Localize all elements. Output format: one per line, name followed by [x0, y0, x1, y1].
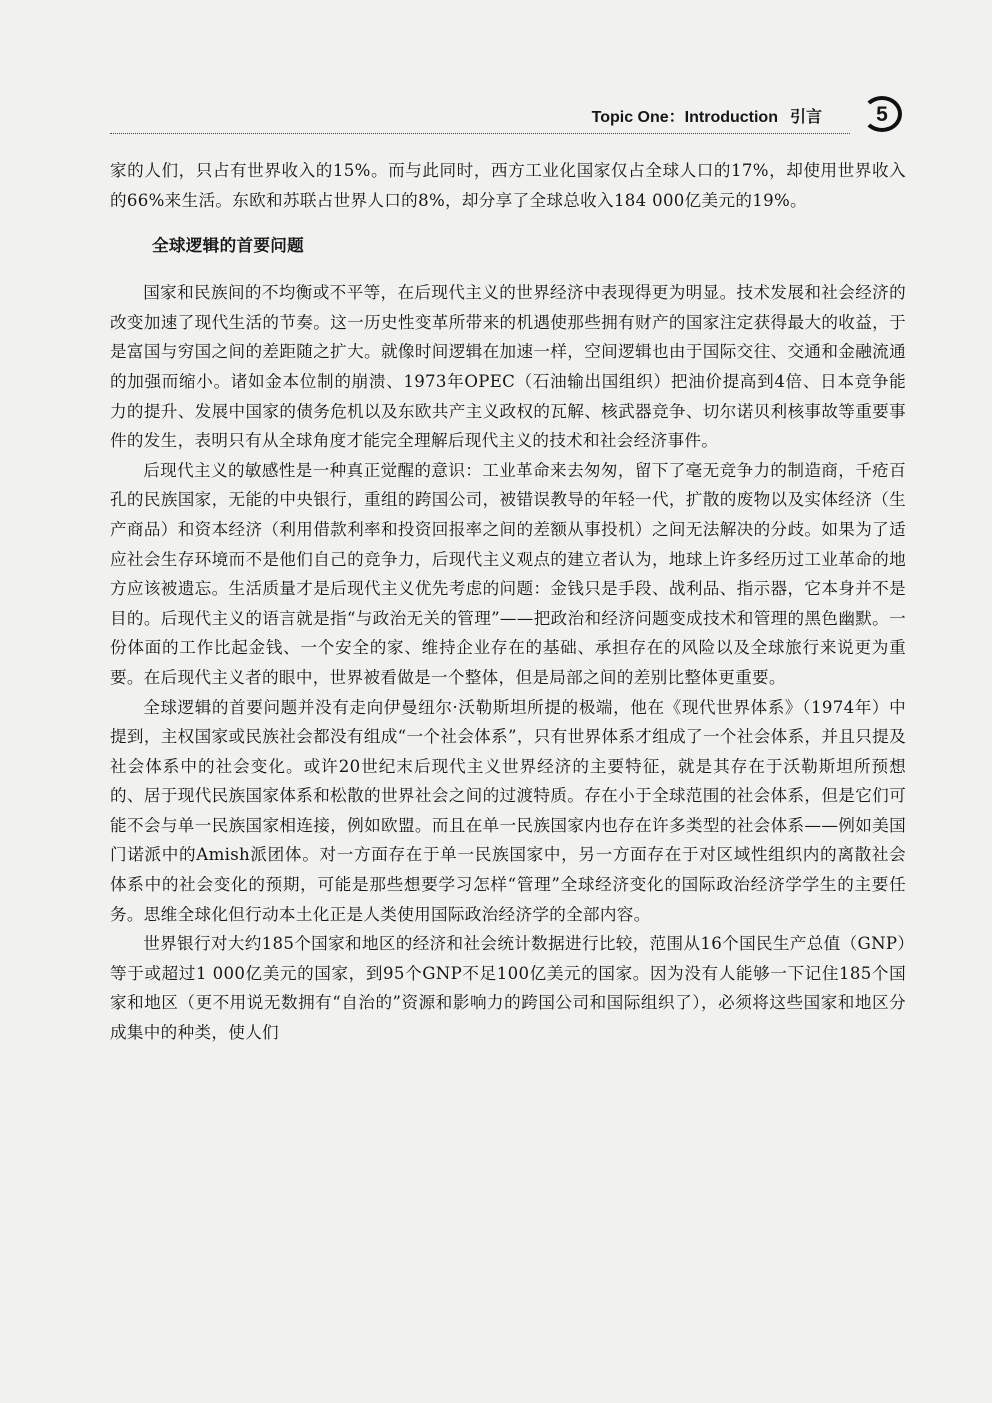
running-header — [110, 96, 910, 136]
page-number-badge — [862, 96, 902, 132]
page-number: 5 — [876, 103, 888, 126]
header-rule — [110, 133, 850, 134]
header-title-cn: 引言 — [789, 107, 822, 126]
header-title-en: Topic One：Introduction — [591, 109, 778, 126]
header-title — [592, 104, 822, 127]
page-body — [110, 156, 906, 1048]
paragraph-continued: 家的人们，只占有世界收入的15%。而与此同时，西方工业化国家仅占全球人口的17%，却使用世界收入的66%来生活。东欧和苏联占世界人口的8%，却分享了全球总收入184 000亿美元的19%。 — [110, 161, 906, 210]
paragraph: 后现代主义的敏感性是一种真正觉醒的意识：工业革命来去匆匆，留下了毫无竞争力的制造商，千疮百孔的民族国家，无能的中央银行，重组的跨国公司，被错误教导的年轻一代，扩散的废物以及实体经济（生产商品）和资本经济（利用借款利率和投资回报率之间的差额从事投机）之间无法解决的分歧。如果为了适应社会生存环境而不是他们自己的竞争力，后现代主义观点的建立者认为，地球上许多经历过工业革命的地方应该被遗忘。生活质量才是后现代主义优先考虑的问题：金钱只是手段、战利品、指示器，它本身并不是目的。后现代主义的语言就是指“与政治无关的管理”——把政治和经济问题变成技术和管理的黑色幽默。一份体面的工作比起金钱、一个安全的家、维持企业存在的基础、承担存在的风险以及全球旅行来说更为重要。在后现代主义者的眼中，世界被看做是一个整体，但是局部之间的差别比整体更重要。 — [110, 460, 906, 687]
paragraph: 全球逻辑的首要问题并没有走向伊曼纽尔·沃勒斯坦所提的极端，他在《现代世界体系》（1974年）中提到，主权国家或民族社会都没有组成“一个社会体系”，只有世界体系才组成了一个社会体系，并且只提及社会体系中的社会变化。或许20世纪末后现代主义世界经济的主要特征，就是其存在于沃勒斯坦所预想的、居于现代民族国家体系和松散的世界社会之间的过渡特质。存在小于全球范围的社会体系，但是它们可能不会与单一民族国家相连接，例如欧盟。而且在单一民族国家内也存在许多类型的社会体系——例如美国门诺派中的Amish派团体。对一方面存在于单一民族国家中，另一方面存在于对区域性组织内的离散社会体系中的社会变化的预期，可能是那些想要学习怎样“管理”全球经济变化的国际政治经济学学生的主要任务。思维全球化但行动本土化正是人类使用国际政治经济学的全部内容。 — [110, 697, 906, 924]
section-heading: 全球逻辑的首要问题 — [152, 236, 305, 256]
paragraph: 世界银行对大约185个国家和地区的经济和社会统计数据进行比较，范围从16个国民生产总值（GNP）等于或超过1 000亿美元的国家，到95个GNP不足100亿美元的国家。因为没有人能够一下记住185个国家和地区（更不用说无数拥有“自治的”资源和影响力的跨国公司和国际组织了），必须将这些国家和地区分成集中的种类，使人们 — [110, 934, 906, 1043]
paragraph: 国家和民族间的不均衡或不平等，在后现代主义的世界经济中表现得更为明显。技术发展和社会经济的改变加速了现代生活的节奏。这一历史性变革所带来的机遇使那些拥有财产的国家注定获得最大的收益，于是富国与穷国之间的差距随之扩大。就像时间逻辑在加速一样，空间逻辑也由于国际交往、交通和金融流通的加强而缩小。诸如金本位制的崩溃、1973年OPEC（石油输出国组织）把油价提高到4倍、日本竞争能力的提升、发展中国家的债务危机以及东欧共产主义政权的瓦解、核武器竞争、切尔诺贝利核事故等重要事件的发生，表明只有从全球角度才能完全理解后现代主义的技术和社会经济事件。 — [110, 283, 906, 451]
